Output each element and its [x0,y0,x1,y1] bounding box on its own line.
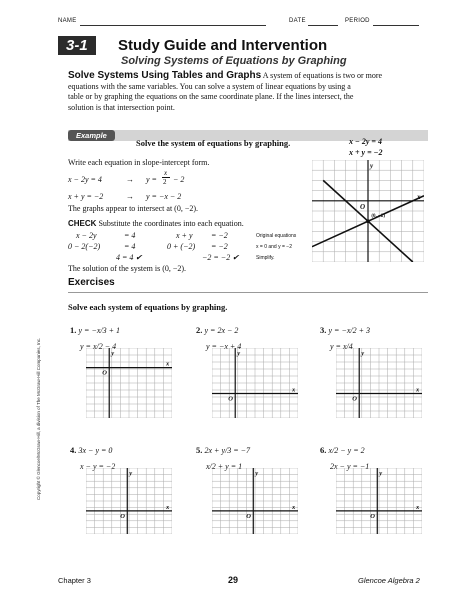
exercise-eq-2: x/2 + y = 1 [206,462,243,471]
x-axis-label: x [417,192,421,201]
exercise-number: 2. [196,325,205,335]
exercise-eq-1: 2x + y/3 = −7 [204,446,251,455]
intro-paragraph [68,71,448,113]
exercise-2 [196,320,241,351]
name-label: NAME [58,18,77,24]
period-label: PERIOD [345,18,370,24]
intro-line-2: equations with the same variables. You can solve a system of linear equations by using a [68,81,351,91]
coordinate-grid[interactable] [86,348,172,418]
y-axis-label: y [370,162,374,170]
date-label: DATE [289,18,306,24]
exercise-graph-1[interactable] [86,348,172,418]
period-line[interactable] [373,25,419,26]
origin-label: O [246,512,251,520]
x-axis-label: x [292,386,296,394]
y-axis-label: y [255,470,259,477]
exercise-4 [70,440,115,471]
x-axis-label: x [416,503,420,511]
check-c2a: 0 − 2(−2) [68,242,101,251]
check-c2b: = 4 [124,242,136,251]
origin-label: O [120,512,125,520]
row1-arrow: → [126,175,134,184]
row2-left: x + y = −2 [68,192,104,201]
check-c2d: = −2 [211,242,228,251]
check-c1b: = 4 [124,231,136,240]
exercise-eq-2: 2x − y = −1 [330,462,370,471]
row1-right-b: − 2 [173,175,185,184]
y-axis-label: y [129,470,133,477]
exercise-eq-1: y = −x/2 + 3 [328,326,371,335]
check-c1e: Original equations [256,233,297,239]
exercise-eq-1: y = 2x − 2 [204,326,239,335]
exercise-number: 3. [320,325,329,335]
intersection-point [366,219,370,223]
x-axis-label: x [416,386,420,394]
check-c1c: x + y [176,231,193,240]
check-c3a: 4 = 4 ✔ [116,253,143,262]
exercise-number: 4. [70,445,79,455]
system-eq-2: x + y = −2 [349,148,383,157]
intro-line-1: A system of equations is two or more [262,71,383,80]
y-axis-label: y [111,350,115,357]
exercise-eq-2: y = x/2 − 4 [80,342,117,351]
row1-left: x − 2y = 4 [68,175,102,184]
y-axis-label: y [379,470,383,477]
system-eq-1: x − 2y = 4 [349,137,382,146]
x-axis-label: x [166,503,170,511]
check-c2c: 0 + (−2) [167,242,196,251]
exercise-graph-3[interactable] [336,348,422,418]
exercises-title: Exercises [68,277,115,288]
exercise-1 [70,320,120,351]
x-axis-label: x [166,360,170,368]
row1-right-den: 2 [163,178,167,186]
check-line [68,219,244,228]
example-instruction: Write each equation in slope-intercept form. [68,158,210,167]
coordinate-grid[interactable] [212,348,298,418]
example-prompt: Solve the system of equations by graphing. [136,138,291,148]
exercise-graph-6[interactable] [336,468,422,534]
check-word: CHECK [68,219,97,228]
row2-arrow: → [126,192,134,201]
row1-right-a: y = [146,175,157,184]
exercise-number: 5. [196,445,205,455]
origin-label: O [102,369,107,377]
check-c1d: = −2 [211,231,228,240]
copyright-notice: Copyright © Glencoe/McGraw-Hill, a division of The McGraw-Hill Companies, Inc. [36,337,41,500]
solution-text: The solution of the system is (0, −2). [68,264,187,273]
exercise-number: 6. [320,445,329,455]
origin-label: O [360,202,366,211]
exercise-eq-1: y = −x/3 + 1 [78,326,121,335]
intersection-label: (0, −2) [371,214,386,220]
check-c2e: x = 0 and y = −2 [256,244,292,250]
intro-line-4: solution is that intersection point. [68,102,175,112]
coordinate-grid[interactable] [336,468,422,534]
page-title: Study Guide and Intervention [118,37,328,54]
y-axis-label: y [237,350,241,357]
exercise-eq-1: x/2 − y = 2 [328,446,365,455]
coordinate-grid[interactable] [86,468,172,534]
name-line[interactable] [80,25,266,26]
exercise-eq-1: 3x − y = 0 [78,446,113,455]
example-graph [312,160,424,262]
exercise-number: 1. [70,325,79,335]
date-line[interactable] [308,25,338,26]
graphs-text: The graphs appear to intersect at (0, −2). [68,204,199,213]
check-c3c: Simplify. [256,255,275,261]
check-c1a: x − 2y [76,231,97,240]
exercise-eq-2: x − y = −2 [80,462,116,471]
example-tag: Example [68,130,115,141]
exercise-eq-2: y = −x + 4 [206,342,242,351]
exercise-graph-5[interactable] [212,468,298,534]
coordinate-grid[interactable] [336,348,422,418]
origin-label: O [370,512,375,520]
x-axis-label: x [292,503,296,511]
footer-book: Glencoe Algebra 2 [358,576,420,585]
check-c3b: −2 = −2 ✔ [202,253,239,262]
lesson-number: 3-1 [58,36,96,55]
y-axis-label: y [361,350,365,357]
page-number: 29 [228,575,239,585]
footer-chapter: Chapter 3 [58,576,91,585]
exercises-instruction: Solve each system of equations by graphing. [68,302,228,312]
check-text: Substitute the coordinates into each equation. [98,219,244,228]
exercise-5 [196,440,250,471]
exercise-6 [320,440,369,471]
row2-right: y = −x − 2 [146,192,182,201]
exercise-3 [320,320,370,351]
origin-label: O [228,395,233,403]
row1-right-num: x [164,169,168,177]
coordinate-grid[interactable] [212,468,298,534]
intro-heading: Solve Systems Using Tables and Graphs [68,70,262,81]
exercise-graph-4[interactable] [86,468,172,534]
exercise-eq-2: y = x/4 [330,342,353,351]
page-subtitle: Solving Systems of Equations by Graphing [121,55,347,67]
origin-label: O [352,395,357,403]
exercise-graph-2[interactable] [212,348,298,418]
intro-line-3: table or by graphing the equations on the same coordinate plane. If the lines intersect, the [68,92,354,101]
exercises-divider [68,292,428,293]
